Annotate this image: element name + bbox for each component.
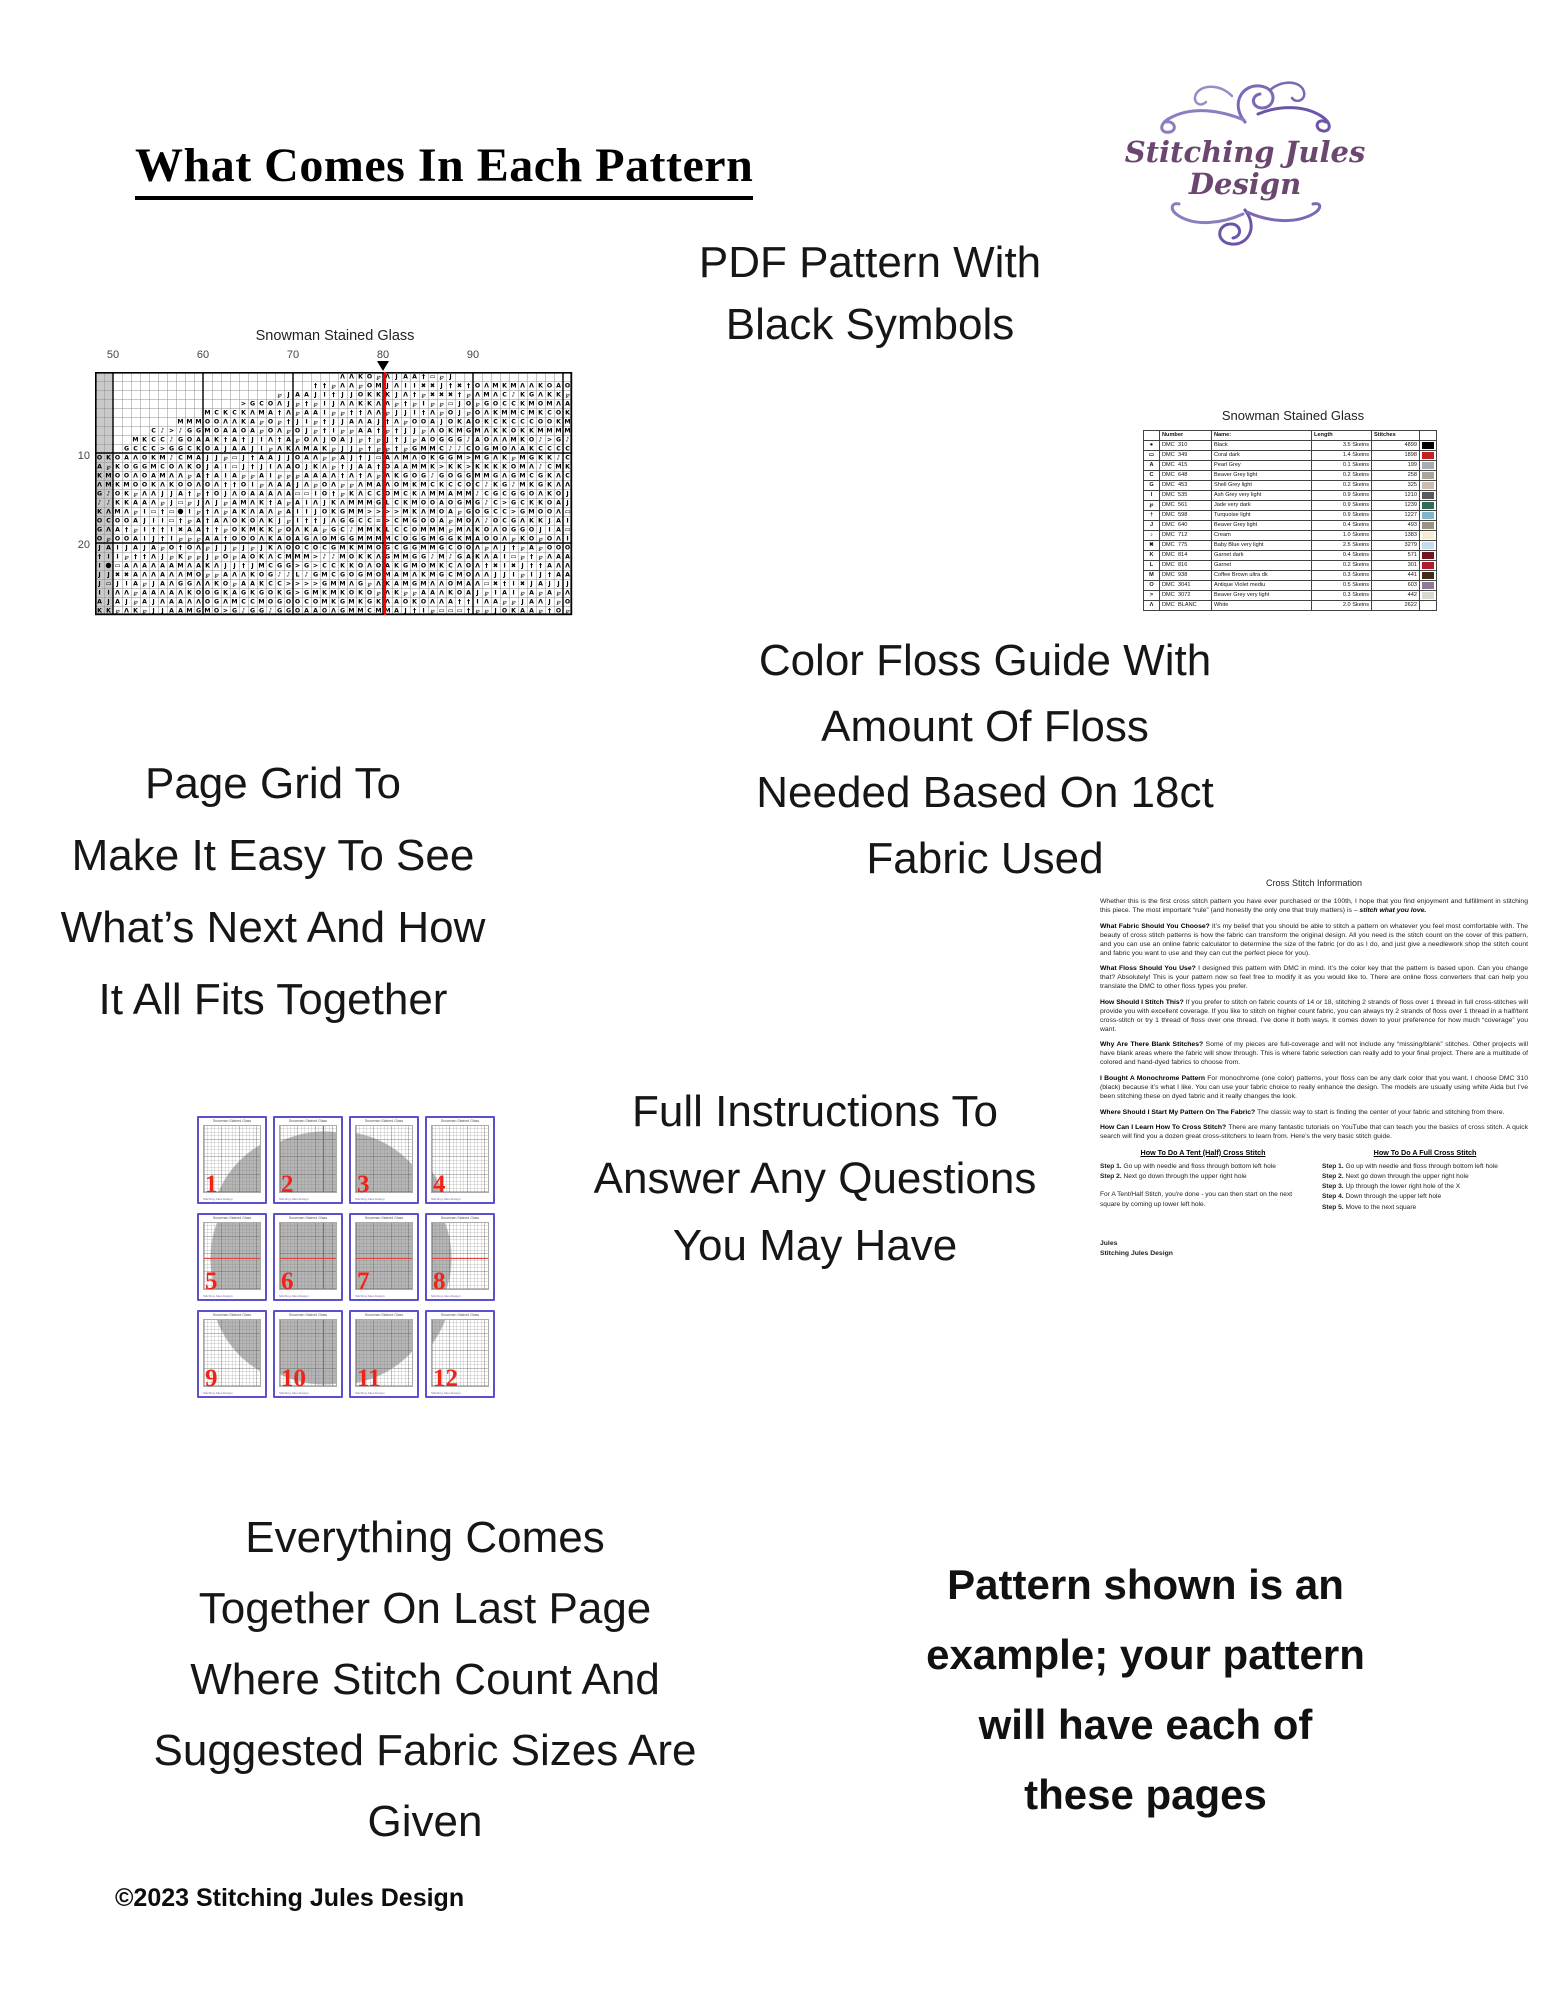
floss-cell-name: Beaver Grey very light bbox=[1212, 590, 1312, 600]
thumbnail-footer: Stitching Jules Design bbox=[203, 1197, 233, 1201]
floss-row bbox=[1144, 530, 1437, 540]
page-thumbnail bbox=[425, 1310, 495, 1398]
thumbnail-page-number: 3 bbox=[357, 1171, 370, 1198]
floss-cell-sw bbox=[1420, 560, 1437, 570]
pattern-chart-title: Snowman Stained Glass bbox=[255, 328, 415, 344]
floss-cell-sym: ♪ bbox=[1144, 530, 1160, 540]
floss-header-cell: Name: bbox=[1212, 431, 1312, 441]
floss-cell-sw bbox=[1420, 600, 1437, 610]
floss-cell-len: 1.4 Skeins bbox=[1312, 450, 1372, 460]
floss-cell-sym: I bbox=[1144, 490, 1160, 500]
stitch-step: Step 2. Next go down through the upper right hole bbox=[1100, 1172, 1247, 1180]
thumbnail-page-number: 11 bbox=[357, 1365, 381, 1392]
floss-cell-sym: M bbox=[1144, 570, 1160, 580]
floss-cell-name: Garnet bbox=[1212, 560, 1312, 570]
floss-cell-sw bbox=[1420, 510, 1437, 520]
thumbnail-title: Snowman Stained Glass bbox=[364, 1216, 404, 1220]
floss-row bbox=[1144, 460, 1437, 470]
floss-cell-st: 442 bbox=[1372, 590, 1420, 600]
floss-color-swatch bbox=[1422, 532, 1434, 539]
caption-line: Where Stitch Count And bbox=[190, 1655, 660, 1704]
chart-center-marker-icon bbox=[377, 361, 389, 371]
floss-cell-st: 1239 bbox=[1372, 500, 1420, 510]
caption-line: Suggested Fabric Sizes Are bbox=[153, 1726, 697, 1775]
floss-row bbox=[1144, 490, 1437, 500]
floss-row bbox=[1144, 470, 1437, 480]
caption-line: Given bbox=[367, 1797, 483, 1846]
floss-cell-num: DMC 310 bbox=[1160, 440, 1212, 450]
full-stitch-heading: How To Do A Full Cross Stitch bbox=[1373, 1147, 1477, 1157]
full-steps bbox=[1322, 1162, 1528, 1213]
thumbnail-page-number: 8 bbox=[433, 1268, 446, 1295]
floss-cell-sym: Λ bbox=[1144, 600, 1160, 610]
floss-cell-sw bbox=[1420, 460, 1437, 470]
caption-page-grid bbox=[38, 748, 508, 1036]
thumbnail-footer: Stitching Jules Design bbox=[431, 1294, 461, 1298]
floss-cell-num: DMC 648 bbox=[1160, 470, 1212, 480]
floss-cell-sw bbox=[1420, 540, 1437, 550]
floss-color-swatch bbox=[1422, 542, 1434, 549]
floss-cell-num: DMC BLANC bbox=[1160, 600, 1212, 610]
thumbnail-title: Snowman Stained Glass bbox=[288, 1119, 328, 1123]
info-paragraph: How Can I Learn How To Cross Stitch? There are many fantastic tutorials on YouTube that can teach you the basics of cross stitch. A quick search will find you a dozen great cross-stitchers to learn from. Here’s the very basic stitch guide. bbox=[1100, 1124, 1529, 1141]
floss-header-cell bbox=[1420, 431, 1437, 441]
caption-line: Color Floss Guide With bbox=[758, 636, 1212, 685]
floss-cell-sym: ℘ bbox=[1144, 500, 1160, 510]
page-thumbnail bbox=[349, 1116, 419, 1204]
chart-col-label: 90 bbox=[466, 349, 480, 361]
cross-stitch-grid bbox=[95, 372, 575, 617]
floss-cell-len: 0.9 Skeins bbox=[1312, 500, 1372, 510]
caption-line: Black Symbols bbox=[725, 300, 1015, 349]
thumbnail-page-number: 9 bbox=[205, 1365, 218, 1392]
floss-row bbox=[1144, 510, 1437, 520]
floss-cell-st: 301 bbox=[1372, 560, 1420, 570]
floss-color-swatch bbox=[1422, 602, 1434, 609]
instructions-page bbox=[1100, 878, 1528, 1259]
floss-cell-st: 493 bbox=[1372, 520, 1420, 530]
floss-guide-page bbox=[1143, 408, 1443, 611]
floss-cell-num: DMC 712 bbox=[1160, 530, 1212, 540]
floss-cell-name: Coffee Brown ultra dk bbox=[1212, 570, 1312, 580]
thumbnail-page-number: 10 bbox=[281, 1365, 306, 1392]
floss-header-cell: Stitches bbox=[1372, 431, 1420, 441]
floss-color-swatch bbox=[1422, 522, 1434, 529]
floss-cell-name: Baby Blue very light bbox=[1212, 540, 1312, 550]
thumbnail-title: Snowman Stained Glass bbox=[288, 1216, 328, 1220]
floss-cell-num: DMC 814 bbox=[1160, 550, 1212, 560]
floss-cell-len: 0.9 Skeins bbox=[1312, 490, 1372, 500]
floss-cell-sym: C bbox=[1144, 470, 1160, 480]
floss-cell-sw bbox=[1420, 490, 1437, 500]
floss-row bbox=[1144, 440, 1437, 450]
floss-cell-num: DMC 561 bbox=[1160, 500, 1212, 510]
floss-cell-num: DMC 775 bbox=[1160, 540, 1212, 550]
floss-table bbox=[1143, 430, 1437, 611]
thumbnail-title: Snowman Stained Glass bbox=[212, 1119, 252, 1123]
stitch-step: Step 4. Down through the upper left hole bbox=[1322, 1193, 1442, 1201]
floss-cell-num: DMC 3041 bbox=[1160, 580, 1212, 590]
floss-cell-num: DMC 640 bbox=[1160, 520, 1212, 530]
stitch-step: Step 1. Go up with needle and floss through bottom left hole bbox=[1100, 1162, 1276, 1170]
floss-cell-len: 0.2 Skeins bbox=[1312, 470, 1372, 480]
thumbnail-footer: Stitching Jules Design bbox=[431, 1197, 461, 1201]
floss-row bbox=[1144, 520, 1437, 530]
floss-cell-num: DMC 3072 bbox=[1160, 590, 1212, 600]
caption-line: Full Instructions To bbox=[631, 1087, 998, 1136]
thumbnail-title: Snowman Stained Glass bbox=[288, 1313, 328, 1317]
thumbnail-title: Snowman Stained Glass bbox=[364, 1313, 404, 1317]
floss-row bbox=[1144, 480, 1437, 490]
caption-line: Answer Any Questions bbox=[593, 1154, 1037, 1203]
caption-line: What’s Next And How bbox=[60, 903, 486, 952]
floss-cell-len: 3.5 Skeins bbox=[1312, 440, 1372, 450]
floss-cell-sw bbox=[1420, 590, 1437, 600]
floss-cell-len: 0.4 Skeins bbox=[1312, 520, 1372, 530]
caption-everything-together bbox=[85, 1502, 765, 1857]
floss-color-swatch bbox=[1422, 592, 1434, 599]
floss-cell-name: Beaver Grey light bbox=[1212, 470, 1312, 480]
thumbnail-footer: Stitching Jules Design bbox=[431, 1391, 461, 1395]
caption-line: Fabric Used bbox=[866, 834, 1104, 883]
thumbnail-footer: Stitching Jules Design bbox=[355, 1197, 385, 1201]
tent-note: For A Tent/Half Stitch, you're done - you can then start on the next square by coming up lower left hole. bbox=[1100, 1191, 1293, 1209]
thumbnail-page-number: 12 bbox=[433, 1365, 458, 1392]
floss-cell-sym: † bbox=[1144, 510, 1160, 520]
chart-col-label: 50 bbox=[106, 349, 120, 361]
caption-line: Page Grid To bbox=[144, 759, 401, 808]
stitch-step: Step 2. Next go down through the upper right hole bbox=[1322, 1172, 1469, 1180]
caption-line: Amount Of Floss bbox=[821, 702, 1149, 751]
floss-cell-st: 441 bbox=[1372, 570, 1420, 580]
floss-color-swatch bbox=[1422, 582, 1434, 589]
floss-cell-len: 0.4 Skeins bbox=[1312, 550, 1372, 560]
page-thumbnail bbox=[425, 1213, 495, 1301]
floss-color-swatch bbox=[1422, 492, 1434, 499]
floss-color-swatch bbox=[1422, 462, 1434, 469]
floss-cell-st: 1210 bbox=[1372, 490, 1420, 500]
thumbnail-page-number: 7 bbox=[357, 1268, 370, 1295]
page-thumbnail bbox=[273, 1213, 343, 1301]
floss-cell-name: Cream bbox=[1212, 530, 1312, 540]
floss-cell-name: Shell Grey light bbox=[1212, 480, 1312, 490]
floss-cell-len: 1.0 Skeins bbox=[1312, 530, 1372, 540]
floss-cell-sw bbox=[1420, 440, 1437, 450]
floss-cell-sym: ✖ bbox=[1144, 540, 1160, 550]
thumbnail-page-number: 2 bbox=[281, 1171, 294, 1198]
floss-cell-st: 603 bbox=[1372, 580, 1420, 590]
floss-row bbox=[1144, 600, 1437, 610]
floss-color-swatch bbox=[1422, 562, 1434, 569]
page-grid-thumbnails bbox=[197, 1116, 495, 1398]
floss-header-row bbox=[1144, 431, 1437, 441]
floss-cell-len: 0.1 Skeins bbox=[1312, 460, 1372, 470]
caption-line: example; your pattern bbox=[926, 1631, 1365, 1678]
page-thumbnail bbox=[197, 1310, 267, 1398]
floss-color-swatch bbox=[1422, 452, 1434, 459]
floss-cell-st: 4899 bbox=[1372, 440, 1420, 450]
thumbnail-page-number: 5 bbox=[205, 1268, 218, 1295]
floss-row bbox=[1144, 580, 1437, 590]
floss-cell-len: 0.3 Skeins bbox=[1312, 590, 1372, 600]
floss-row bbox=[1144, 550, 1437, 560]
page-thumbnail bbox=[349, 1310, 419, 1398]
stitch-step: Step 1. Go up with needle and floss through bottom left hole bbox=[1322, 1162, 1498, 1170]
signature-line: Jules bbox=[1100, 1239, 1118, 1247]
floss-row bbox=[1144, 590, 1437, 600]
floss-cell-sw bbox=[1420, 530, 1437, 540]
floss-cell-name: Ash Grey very light bbox=[1212, 490, 1312, 500]
floss-cell-len: 2.0 Skeins bbox=[1312, 600, 1372, 610]
floss-row bbox=[1144, 540, 1437, 550]
floss-color-swatch bbox=[1422, 502, 1434, 509]
info-paragraphs bbox=[1100, 897, 1528, 1141]
thumbnail-title: Snowman Stained Glass bbox=[440, 1313, 480, 1317]
floss-cell-sym: K bbox=[1144, 550, 1160, 560]
floss-cell-sym: O bbox=[1144, 580, 1160, 590]
page-thumbnail bbox=[273, 1310, 343, 1398]
floss-cell-st: 3279 bbox=[1372, 540, 1420, 550]
floss-cell-st: 2622 bbox=[1372, 600, 1420, 610]
caption-floss-guide bbox=[655, 628, 1315, 892]
floss-cell-st: 325 bbox=[1372, 480, 1420, 490]
info-paragraph: How Should I Stitch This? If you prefer to stitch on fabric counts of 14 or 18, stitching 2 strands of floss over 1 thread in full cross-stitches will provide you with excellent coverage. If you like to stitch on higher count fabric, you can always try 2 strands of floss over 1 thread in a half/tent cross-stitch or try 1 thread of floss over one thread. I’ve done it both ways. It comes down to your preference for how much “coverage” you want. bbox=[1100, 998, 1528, 1033]
floss-cell-len: 0.2 Skeins bbox=[1312, 480, 1372, 490]
thumbnail-title: Snowman Stained Glass bbox=[440, 1119, 480, 1123]
page-thumbnail bbox=[197, 1116, 267, 1204]
thumbnail-title: Snowman Stained Glass bbox=[440, 1216, 480, 1220]
floss-row bbox=[1144, 500, 1437, 510]
caption-line: Together On Last Page bbox=[198, 1584, 652, 1633]
floss-cell-name: Black bbox=[1212, 440, 1312, 450]
brand-name: Stitching Jules Design bbox=[1124, 135, 1366, 201]
floss-cell-len: 2.5 Skeins bbox=[1312, 540, 1372, 550]
thumbnail-page-number: 6 bbox=[281, 1268, 294, 1295]
floss-cell-name: Pearl Grey bbox=[1212, 460, 1312, 470]
floss-cell-num: DMC 535 bbox=[1160, 490, 1212, 500]
chart-col-label: 70 bbox=[286, 349, 300, 361]
floss-cell-sw bbox=[1420, 570, 1437, 580]
floss-cell-sw bbox=[1420, 480, 1437, 490]
caption-line: You May Have bbox=[672, 1221, 958, 1270]
thumbnail-footer: Stitching Jules Design bbox=[355, 1294, 385, 1298]
floss-cell-name: White bbox=[1212, 600, 1312, 610]
caption-line: Pattern shown is an bbox=[947, 1561, 1344, 1608]
floss-cell-sw bbox=[1420, 450, 1437, 460]
thumbnail-page-number: 1 bbox=[205, 1171, 218, 1198]
floss-table-body bbox=[1144, 440, 1437, 610]
floss-guide-title: Snowman Stained Glass bbox=[1221, 408, 1365, 423]
thumbnail-page-number: 4 bbox=[433, 1171, 446, 1198]
floss-cell-sw bbox=[1420, 470, 1437, 480]
floss-cell-st: 1383 bbox=[1372, 530, 1420, 540]
chart-row-label: 10 bbox=[77, 450, 90, 462]
floss-color-swatch bbox=[1422, 472, 1434, 479]
page-thumbnail bbox=[349, 1213, 419, 1301]
floss-row bbox=[1144, 570, 1437, 580]
floss-cell-name: Turquoise light bbox=[1212, 510, 1312, 520]
floss-cell-name: Beaver Grey light bbox=[1212, 520, 1312, 530]
floss-cell-st: 571 bbox=[1372, 550, 1420, 560]
instructions-title: Cross Stitch Information bbox=[1265, 878, 1363, 888]
floss-row bbox=[1144, 450, 1437, 460]
thumbnail-footer: Stitching Jules Design bbox=[203, 1391, 233, 1395]
caption-line: It All Fits Together bbox=[98, 975, 448, 1024]
page-thumbnail bbox=[273, 1116, 343, 1204]
floss-header-cell bbox=[1144, 431, 1160, 441]
floss-color-swatch bbox=[1422, 552, 1434, 559]
floss-cell-name: Coral dark bbox=[1212, 450, 1312, 460]
caption-line: PDF Pattern With bbox=[698, 238, 1042, 287]
info-paragraph: What Fabric Should You Choose? It’s my belief that you should be able to stitch a pattern on whatever you feel most comfortable with. The beauty of cross stitch patterns is how the fabric can transform the original design. All you need is the stitch count on the cover of this pattern, and you can use an online fabric calculator to determine the size of the fabric (or do as I do, and just give a needlework shop the stitch count and fabric you want to use and they can cut the perfect piece for you). bbox=[1100, 922, 1529, 957]
thumbnail-footer: Stitching Jules Design bbox=[279, 1197, 309, 1201]
info-paragraph: I Bought A Monochrome Pattern For monochrome (one color) patterns, your floss can be any dark color that you want. I choose DMC 310 (black) because it’s what I like. You can use your fabric choice to really enhance the design. The models are usually using white Aida but I’ve been stitching these on dyed fabric and it really changes the look. bbox=[1100, 1075, 1528, 1101]
floss-cell-sw bbox=[1420, 500, 1437, 510]
floss-color-swatch bbox=[1422, 482, 1434, 489]
thumbnail-title: Snowman Stained Glass bbox=[212, 1313, 252, 1317]
stitch-step: Step 5. Move to the next square bbox=[1322, 1203, 1417, 1211]
floss-cell-sym: > bbox=[1144, 590, 1160, 600]
floss-row bbox=[1144, 560, 1437, 570]
signature-line: Stitching Jules Design bbox=[1100, 1249, 1173, 1257]
page-title: What Comes In Each Pattern bbox=[135, 138, 753, 200]
thumbnail-title: Snowman Stained Glass bbox=[212, 1216, 252, 1220]
caption-line: Everything Comes bbox=[245, 1513, 605, 1562]
caption-line: Needed Based On 18ct bbox=[756, 768, 1214, 817]
floss-cell-sym: J bbox=[1144, 520, 1160, 530]
floss-color-swatch bbox=[1422, 442, 1434, 449]
floss-cell-sw bbox=[1420, 580, 1437, 590]
floss-cell-st: 1898 bbox=[1372, 450, 1420, 460]
chart-row-label: 20 bbox=[77, 539, 90, 551]
full-stitch-column bbox=[1322, 1148, 1528, 1213]
thumbnail-footer: Stitching Jules Design bbox=[279, 1391, 309, 1395]
floss-color-swatch bbox=[1422, 512, 1434, 519]
floss-cell-name: Garnet dark bbox=[1212, 550, 1312, 560]
thumbnail-footer: Stitching Jules Design bbox=[203, 1294, 233, 1298]
info-paragraph: Whether this is the first cross stitch pattern you have ever purchased or the 100th, I hope that you find enjoyment and fulfillment in stitching this piece. The most important “rule” (and honestly the only one that truly matters) is – stitch what you love. bbox=[1100, 898, 1528, 915]
floss-cell-sym: A bbox=[1144, 460, 1160, 470]
floss-cell-name: Jade very dark bbox=[1212, 500, 1312, 510]
floss-cell-num: DMC 453 bbox=[1160, 480, 1212, 490]
floss-cell-num: DMC 415 bbox=[1160, 460, 1212, 470]
floss-cell-st: 1227 bbox=[1372, 510, 1420, 520]
floss-cell-num: DMC 349 bbox=[1160, 450, 1212, 460]
floss-cell-sym: ▭ bbox=[1144, 450, 1160, 460]
thumbnail-footer: Stitching Jules Design bbox=[355, 1391, 385, 1395]
thumbnail-footer: Stitching Jules Design bbox=[279, 1294, 309, 1298]
floss-cell-len: 0.9 Skeins bbox=[1312, 510, 1372, 520]
floss-cell-len: 0.2 Skeins bbox=[1312, 560, 1372, 570]
stitch-step: Step 3. Up through the lower right hole of the X bbox=[1322, 1183, 1461, 1191]
floss-cell-name: Antique Violet mediu bbox=[1212, 580, 1312, 590]
page-thumbnail bbox=[197, 1213, 267, 1301]
floss-color-swatch bbox=[1422, 572, 1434, 579]
chart-col-label: 80 bbox=[376, 349, 390, 361]
caption-line: Make It Easy To See bbox=[71, 831, 475, 880]
floss-header-cell: Length bbox=[1312, 431, 1372, 441]
caption-pdf-pattern bbox=[560, 232, 1180, 356]
info-paragraph: What Floss Should You Use? I designed this pattern with DMC in mind. It’s the color key that the pattern is based upon. Can you change that? Absolutely! This is your pattern now so feel free to modify it as you would like to. There are online floss converters that can help you translate the DMC to other floss types you prefer. bbox=[1100, 965, 1528, 991]
floss-cell-len: 0.5 Skeins bbox=[1312, 580, 1372, 590]
floss-cell-num: DMC 938 bbox=[1160, 570, 1212, 580]
signature bbox=[1100, 1239, 1528, 1259]
thumbnail-title: Snowman Stained Glass bbox=[364, 1119, 404, 1123]
floss-cell-sw bbox=[1420, 520, 1437, 530]
copyright-text: ©2023 Stitching Jules Design bbox=[115, 1884, 465, 1912]
info-paragraph: Why Are There Blank Stitches? Some of my pieces are full-coverage and will not include any “missing/blank” stitches. Other projects will have blank areas where the fabric will show through. This is where fabric selection can really add to your final project. There are a multitude of colored and hand-dyed fabrics to choose from. bbox=[1100, 1041, 1529, 1067]
floss-header-cell: Number bbox=[1160, 431, 1212, 441]
floss-cell-num: DMC 816 bbox=[1160, 560, 1212, 570]
chart-col-label: 60 bbox=[196, 349, 210, 361]
caption-line: will have each of bbox=[978, 1701, 1313, 1748]
caption-example-note bbox=[878, 1550, 1413, 1830]
brand-logo bbox=[1085, 74, 1405, 252]
floss-cell-st: 258 bbox=[1372, 470, 1420, 480]
info-paragraph: Where Should I Start My Pattern On The Fabric? The classic way to start is finding the center of your fabric and stitching from there. bbox=[1100, 1108, 1505, 1116]
floss-cell-sym: L bbox=[1144, 560, 1160, 570]
floss-cell-st: 199 bbox=[1372, 460, 1420, 470]
floss-cell-num: DMC 598 bbox=[1160, 510, 1212, 520]
floss-cell-len: 0.3 Skeins bbox=[1312, 570, 1372, 580]
caption-full-instructions bbox=[495, 1078, 1135, 1279]
tent-stitch-heading: How To Do A Tent (Half) Cross Stitch bbox=[1140, 1147, 1266, 1157]
floss-cell-sym: G bbox=[1144, 480, 1160, 490]
floss-cell-sw bbox=[1420, 550, 1437, 560]
caption-line: these pages bbox=[1024, 1771, 1267, 1818]
page-thumbnail bbox=[425, 1116, 495, 1204]
flourish-top-icon bbox=[1085, 74, 1405, 136]
pattern-chart-page bbox=[70, 326, 585, 626]
floss-cell-sym: ● bbox=[1144, 440, 1160, 450]
